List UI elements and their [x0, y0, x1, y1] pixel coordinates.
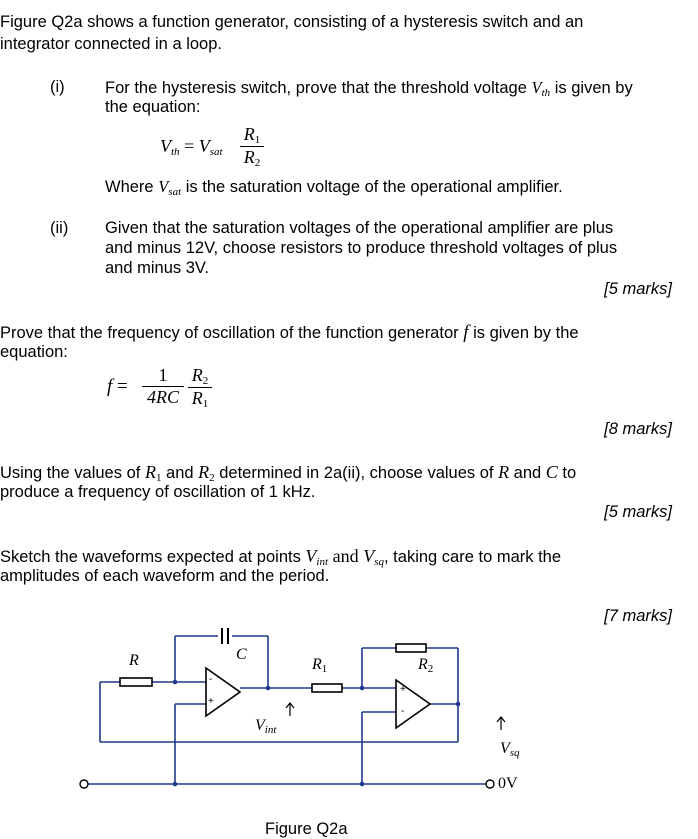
- integrator-plus: +: [208, 696, 214, 707]
- label-r2: $R_2$: [418, 656, 434, 675]
- intro-line-1: Figure Q2a shows a function generator, consisting of a hysteresis switch and an: [0, 13, 584, 31]
- resistor-r: [120, 678, 152, 686]
- part-ii-label: (ii): [50, 219, 69, 237]
- vint-probe-icon: [286, 703, 294, 716]
- comparator-plus: +: [400, 684, 406, 695]
- freq-equation-fraction-1: $\frac{1}{4RC}$: [142, 365, 184, 408]
- freq-equation-lhs: f =: [107, 376, 128, 397]
- vth-equation-lhs: $V_{th} = V_{sat}$: [160, 136, 223, 158]
- ground-terminal: [486, 780, 494, 788]
- part-i-line-2: the equation:: [105, 98, 201, 116]
- part-ii-marks: [5 marks]: [604, 280, 672, 298]
- input-terminal: [80, 780, 88, 788]
- vsq-probe-icon: [497, 717, 505, 730]
- label-vsq: $V_{sq}$: [500, 740, 520, 759]
- resistor-r2: [396, 644, 426, 652]
- part-b-line-1: Prove that the frequency of oscillation of the function generator f is given by the: [0, 322, 579, 343]
- integrator-minus: -: [209, 674, 213, 685]
- label-vint: $V_{int}$: [255, 717, 277, 736]
- part-d-line-2: amplitudes of each waveform and the period.: [0, 567, 330, 585]
- part-c-marks: [5 marks]: [604, 503, 672, 521]
- part-b-marks: [8 marks]: [604, 420, 672, 438]
- part-d-marks: [7 marks]: [604, 607, 672, 625]
- label-r: R: [129, 652, 139, 669]
- part-ii-line-2: and minus 12V, choose resistors to produce threshold voltages of plus: [105, 239, 618, 257]
- freq-equation-fraction-2: $\frac{R_2}{R_1}$: [188, 365, 212, 410]
- part-b-line-2: equation:: [0, 343, 68, 361]
- part-ii-line-1: Given that the saturation voltages of the operational amplifier are plus: [105, 219, 614, 237]
- intro-line-2: integrator connected in a loop.: [0, 35, 222, 53]
- figure-caption: Figure Q2a: [265, 820, 348, 838]
- part-ii-line-3: and minus 3V.: [105, 259, 209, 277]
- label-0v: 0V: [498, 775, 518, 792]
- label-r1: $R_1$: [312, 656, 328, 675]
- resistor-r1: [312, 684, 342, 692]
- capacitor-c: [218, 628, 232, 644]
- label-c: C: [236, 646, 247, 663]
- part-i-line-1: For the hysteresis switch, prove that the threshold voltage $V_{th}$ is given by: [105, 78, 633, 99]
- vth-equation-fraction: $\frac{R_1}{R_2}$: [240, 124, 264, 169]
- part-i-where: Where $V_{sat}$ is the saturation voltage of the operational amplifier.: [105, 177, 563, 198]
- part-d-line-1: Sketch the waveforms expected at points $V_{int}$ and $V_{sq}$, taking care to mark the: [0, 546, 562, 568]
- comparator-minus: -: [401, 706, 405, 717]
- part-c-line-2: produce a frequency of oscillation of 1 kHz.: [0, 483, 316, 501]
- part-i-label: (i): [50, 78, 65, 96]
- part-c-line-1: Using the values of $R_1$ and $R_2$ determined in 2a(ii), choose values of R and C to: [0, 462, 577, 484]
